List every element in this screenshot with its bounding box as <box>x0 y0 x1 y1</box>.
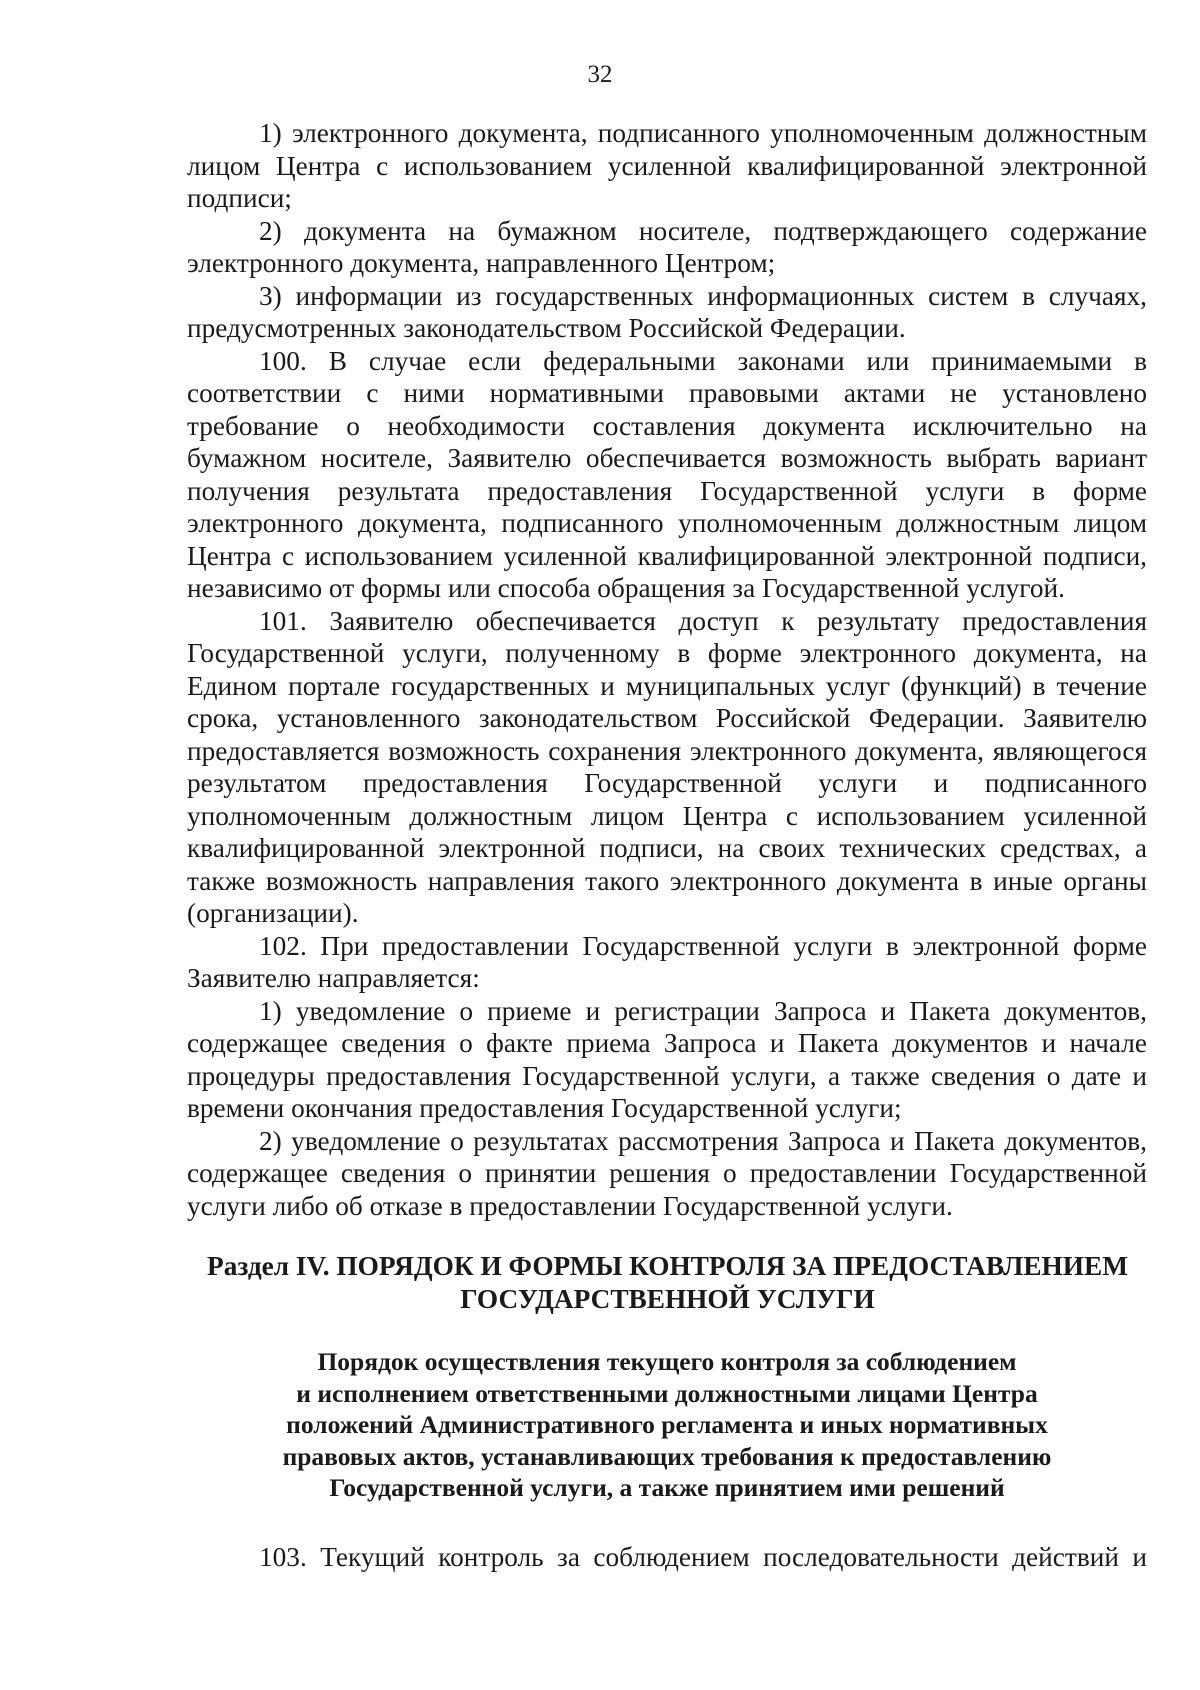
section-heading-line-2: ГОСУДАРСТВЕННОЙ УСЛУГИ <box>460 1284 875 1314</box>
subsection-heading-line-1: Порядок осуществления текущего контроля за соблюдением <box>317 1347 1017 1376</box>
paragraph-103-container <box>187 1541 1147 1574</box>
subsection-heading-line-3: положений Административного регламента и иных нормативных <box>286 1410 1048 1439</box>
subsection-heading-line-4: правовых актов, устанавливающих требования к предоставлению <box>282 1441 1052 1471</box>
section-heading <box>180 1250 1155 1316</box>
subsection-heading-line-5: Государственной услуги, а также принятием ими решений <box>329 1473 1005 1502</box>
paragraph-notification-2: 2) уведомление о результатах рассмотрения Запроса и Пакета документов, содержащее сведения о принятии решения о предоставлении Государственной услуги либо об отказе в предоставлении Государственной услуги. <box>187 1125 1147 1221</box>
paragraph-100: 100. В случае если федеральными законами или принимаемыми в соответствии с ними нормативными правовыми актами не установлено требование о необходимости составления документа исключительно на бумажном носителе, Заявителю обеспечивается возможность выбрать вариант получения результата предоставления Государственной услуги в форме электронного документа, подписанного уполномоченным должностным лицом Центра с использованием усиленной квалифицированной электронной подписи, независимо от формы или способа обращения за Государственной услугой. <box>187 345 1147 603</box>
paragraph-item-2: 2) документа на бумажном носителе, подтверждающего содержание электронного документа, направленного Центром; <box>187 215 1147 278</box>
paragraph-item-1: 1) электронного документа, подписанного уполномоченным должностным лицом Центра с использованием усиленной квалифицированной электронной подписи; <box>187 118 1147 213</box>
subsection-heading <box>187 1346 1147 1504</box>
page-number: 32 <box>587 61 613 88</box>
paragraph-item-3: 3) информации из государственных информационных систем в случаях, предусмотренных законодательством Российской Федерации. <box>187 280 1147 343</box>
paragraph-103: 103. Текущий контроль за соблюдением последовательности действий и <box>259 1542 1147 1572</box>
document-body <box>187 117 1147 1222</box>
paragraph-101: 101. Заявителю обеспечивается доступ к результату предоставления Государственной услуги, полученному в форме электронного документа, на Едином портале государственных и муниципальных услуг (функций) в течение срока, установленного законодательством Российской Федерации. Заявителю предоставляется возможность сохранения электронного документа, являющегося результатом предоставления Государственной услуги и подписанного уполномоченным должностным лицом Центра с использованием усиленной квалифицированной электронной подписи, на своих технических средствах, а также возможность направления такого электронного документа в иные органы (организации). <box>187 605 1147 928</box>
subsection-heading-line-2: и исполнением ответственными должностными лицами Центра <box>296 1378 1038 1408</box>
paragraph-notification-1: 1) уведомление о приеме и регистрации Запроса и Пакета документов, содержащее сведения о факте приема Запроса и Пакета документов и начале процедуры предоставления Государственной услуги, а также сведения о дате и времени окончания предоставления Государственной услуги; <box>187 995 1147 1123</box>
paragraph-102: 102. При предоставлении Государственной услуги в электронной форме Заявителю направляется: <box>187 930 1147 993</box>
section-heading-line-1: Раздел IV. ПОРЯДОК И ФОРМЫ КОНТРОЛЯ ЗА ПРЕДОСТАВЛЕНИЕМ <box>207 1251 1128 1281</box>
